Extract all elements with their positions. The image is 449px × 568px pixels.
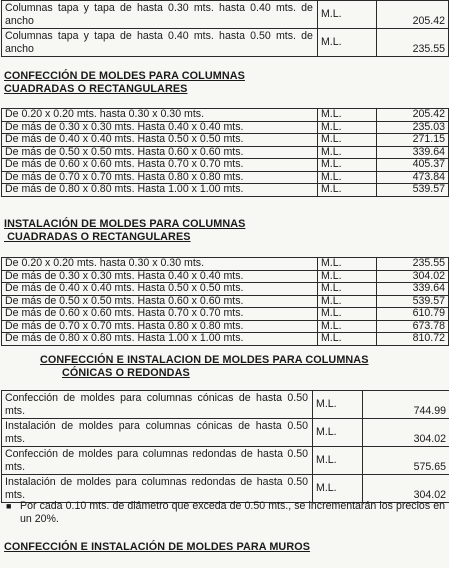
- table-row: [2, 419, 449, 447]
- table-row: [2, 391, 449, 419]
- row-unit: M.L.: [317, 184, 376, 197]
- row-price: 744.99: [363, 391, 449, 419]
- row-description: De más de 0.70 x 0.70 mts. Hasta 0.80 x 0.80 mts.: [2, 320, 318, 333]
- table-row: [2, 475, 449, 503]
- row-price: 304.02: [377, 270, 449, 283]
- table-row: [2, 295, 449, 308]
- section-heading-muros: [4, 541, 310, 554]
- heading-line: CONFECCIÓN E INSTALACIÓN DE MOLDES PARA MUROS: [4, 541, 311, 553]
- table-row: [2, 1, 449, 29]
- row-unit: M.L.: [317, 283, 376, 296]
- row-unit: M.L.: [317, 146, 376, 159]
- row-unit: M.L.: [313, 447, 363, 475]
- heading-line: CONFECCIÓN DE MOLDES PARA COLUMNAS: [4, 70, 245, 82]
- row-price: 235.55: [377, 258, 449, 271]
- row-price: 304.02: [363, 475, 449, 503]
- row-price: 575.65: [363, 447, 449, 475]
- row-unit: M.L.: [317, 159, 376, 172]
- row-price: 539.57: [377, 295, 449, 308]
- table-row: [2, 333, 449, 346]
- row-price: 271.15: [377, 134, 449, 147]
- row-price: 473.84: [377, 171, 449, 184]
- row-price: 405.37: [377, 159, 449, 172]
- row-price: 539.57: [377, 184, 449, 197]
- row-description: De más de 0.80 x 0.80 mts. Hasta 1.00 x 1.00 mts.: [2, 333, 318, 346]
- row-description: De más de 0.80 x 0.80 mts. Hasta 1.00 x 1.00 mts.: [2, 184, 318, 197]
- row-unit: M.L.: [317, 333, 376, 346]
- table-row: [2, 258, 449, 271]
- row-unit: M.L.: [313, 419, 363, 447]
- section-heading-instalacion-cuadradas: [4, 218, 245, 243]
- heading-line: CONFECCIÓN E INSTALACION DE MOLDES PARA COLUMNAS: [40, 354, 369, 366]
- table-row: [2, 121, 449, 134]
- row-description: Instalación de moldes para columnas redondas de hasta 0.50 mts.: [2, 475, 313, 503]
- section-heading-conicas-redondas: [40, 354, 369, 379]
- row-description: De más de 0.50 x 0.50 mts. Hasta 0.60 x 0.60 mts.: [2, 146, 318, 159]
- conicas-redondas-table: [1, 390, 449, 503]
- table-row: [2, 29, 449, 57]
- row-description: De más de 0.60 x 0.60 mts. Hasta 0.70 x 0.70 mts.: [2, 308, 318, 321]
- row-description: De más de 0.40 x 0.40 mts. Hasta 0.50 x 0.50 mts.: [2, 283, 318, 296]
- note-text: Por cada 0.10 mts. de diámetro que exceda de 0.50 mts., se incrementarán los precios en un 20%.: [20, 500, 445, 525]
- heading-line: CUADRADAS O RECTANGULARES: [4, 230, 191, 243]
- row-description: De más de 0.30 x 0.30 mts. Hasta 0.40 x 0.40 mts.: [2, 270, 318, 283]
- row-price: 304.02: [363, 419, 449, 447]
- table-row: [2, 146, 449, 159]
- row-price: 810.72: [377, 333, 449, 346]
- table-row: [2, 134, 449, 147]
- row-unit: M.L.: [317, 270, 376, 283]
- table-row: [2, 308, 449, 321]
- top-price-table: [1, 0, 449, 57]
- row-unit: M.L.: [317, 109, 376, 122]
- table-row: [2, 171, 449, 184]
- row-price: 339.64: [377, 146, 449, 159]
- row-price: 673.78: [377, 320, 449, 333]
- row-price: 610.79: [377, 308, 449, 321]
- row-price: 235.03: [377, 121, 449, 134]
- table-row: [2, 283, 449, 296]
- row-description: De más de 0.70 x 0.70 mts. Hasta 0.80 x 0.80 mts.: [2, 171, 318, 184]
- table-row: [2, 320, 449, 333]
- row-description: De 0.20 x 0.20 mts. hasta 0.30 x 0.30 mts.: [2, 109, 318, 122]
- table-row: [2, 447, 449, 475]
- row-description: De más de 0.40 x 0.40 mts. Hasta 0.50 x 0.50 mts.: [2, 134, 318, 147]
- row-unit: M.L.: [313, 391, 363, 419]
- row-description: Confección de moldes para columnas cónicas de hasta 0.50 mts.: [2, 391, 313, 419]
- row-unit: M.L.: [317, 121, 376, 134]
- row-unit: M.L.: [317, 134, 376, 147]
- row-price: 339.64: [377, 283, 449, 296]
- table-row: [2, 159, 449, 172]
- row-description: Columnas tapa y tapa de hasta 0.40 mts. hasta 0.50 mts. de ancho: [2, 29, 318, 57]
- heading-line: CÓNICAS O REDONDAS: [62, 366, 190, 379]
- row-unit: M.L.: [317, 308, 376, 321]
- table-row: [2, 184, 449, 197]
- row-description: De más de 0.50 x 0.50 mts. Hasta 0.60 x 0.60 mts.: [2, 295, 318, 308]
- row-description: Confección de moldes para columnas redondas de hasta 0.50 mts.: [2, 447, 313, 475]
- heading-line: INSTALACIÓN DE MOLDES PARA COLUMNAS: [4, 218, 246, 230]
- row-unit: M.L.: [317, 29, 376, 57]
- row-description: De 0.20 x 0.20 mts. hasta 0.30 x 0.30 mts.: [2, 258, 318, 271]
- row-description: De más de 0.60 x 0.60 mts. Hasta 0.70 x 0.70 mts.: [2, 159, 318, 172]
- confeccion-cuadradas-table: [1, 108, 449, 197]
- row-unit: M.L.: [317, 1, 376, 29]
- row-unit: M.L.: [317, 295, 376, 308]
- instalacion-cuadradas-table: [1, 257, 449, 346]
- row-unit: M.L.: [313, 475, 363, 503]
- table-row: [2, 270, 449, 283]
- row-price: 205.42: [377, 1, 449, 29]
- row-description: De más de 0.30 x 0.30 mts. Hasta 0.40 x 0.40 mts.: [2, 121, 318, 134]
- table-row: [2, 109, 449, 122]
- row-unit: M.L.: [317, 320, 376, 333]
- row-description: Columnas tapa y tapa de hasta 0.30 mts. hasta 0.40 mts. de ancho: [2, 1, 318, 29]
- price-increase-note: [1, 500, 445, 526]
- row-price: 235.55: [377, 29, 449, 57]
- row-price: 205.42: [377, 109, 449, 122]
- heading-line: CUADRADAS O RECTANGULARES: [4, 82, 188, 95]
- row-description: Instalación de moldes para columnas cónicas de hasta 0.50 mts.: [2, 419, 313, 447]
- row-unit: M.L.: [317, 171, 376, 184]
- bullet-icon: ■: [6, 501, 12, 511]
- row-unit: M.L.: [317, 258, 376, 271]
- section-heading-confeccion-cuadradas: [4, 70, 245, 95]
